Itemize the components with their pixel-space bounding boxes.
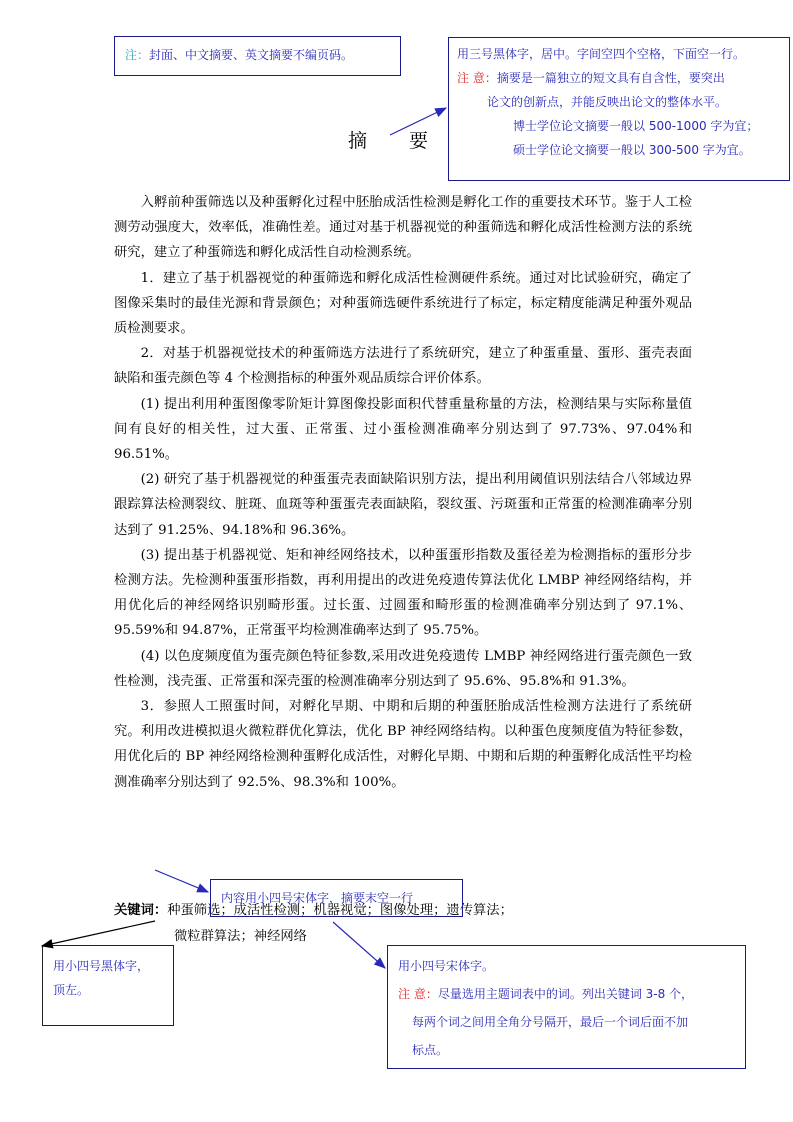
abstract-paragraph: 3．参照人工照蛋时间，对孵化早期、中期和后期的种蛋胚胎成活性检测方法进行了系统研究。利用改进模拟退火微粒群优化算法，优化 BP 神经网络结构。以种蛋色度频度值为特征参数，用优化后的 BP 神经网络检测种蛋孵化成活性，对孵化早期、中期和后期的种蛋孵化成活性平均检测准确率分别达到了 92.5%、98.3%和 100%。 <box>114 699 692 790</box>
note-line: 顶左。 <box>53 983 90 997</box>
arrow-to-note-box <box>390 108 446 135</box>
arrow-to-note-box <box>333 922 385 968</box>
note-line: 用三号黑体字，居中。字间空四个空格，下面空一行。 <box>457 47 746 61</box>
note-line: 每两个词之间用全角分号隔开，最后一个词后面不加 <box>412 1015 689 1029</box>
abstract-paragraph: (2) 研究了基于机器视觉的种蛋蛋壳表面缺陷识别方法，提出利用阈值识别法结合八邻域边界跟踪算法检测裂纹、脏斑、血斑等种蛋蛋壳表面缺陷，裂纹蛋、污斑蛋和正常蛋的检测准确率分别达到了 91.25%、94.18%和 96.36%。 <box>114 472 692 538</box>
warning-label: 注 意： <box>457 71 497 85</box>
warning-label: 注 意： <box>398 987 438 1001</box>
keywords-line: 种蛋筛选；成活性检测；机器视觉；图像处理；遗传算法； <box>167 903 513 918</box>
keywords-line: 微粒群算法；神经网络 <box>174 929 307 944</box>
note-line: 论文的创新点，并能反映出论文的整体水平。 <box>487 95 728 109</box>
abstract-paragraph: 1．建立了基于机器视觉的种蛋筛选和孵化成活性检测硬件系统。通过对比试验研究，确定了图像采集时的最佳光源和背景颜色；对种蛋筛选硬件系统进行了标定，标定精度能满足种蛋外观品质检测要求。 <box>114 270 692 337</box>
arrow-to-note-box <box>42 921 155 946</box>
abstract-paragraph: (4) 以色度频度值为蛋壳颜色特征参数,采用改进免疫遗传 LMBP 神经网络进行蛋壳颜色一致性检测，浅壳蛋、正常蛋和深壳蛋的检测准确率分别达到了 95.6%、95.8%和 91.3%。 <box>114 648 692 689</box>
abstract-paragraph: 入孵前种蛋筛选以及种蛋孵化过程中胚胎成活性检测是孵化工作的重要技术环节。鉴于人工检测劳动强度大，效率低，准确性差。通过对基于机器视觉的种蛋筛选和孵化成活性检测方法的系统研究，建立了种蛋筛选和孵化成活性自动检测系统。 <box>114 195 692 261</box>
title-char: 要 <box>409 130 429 152</box>
arrow-to-note-box <box>155 870 208 892</box>
note-line: 用小四号宋体字。 <box>398 959 495 973</box>
note-line: 博士学位论文摘要一般以 500-1000 字为宜； <box>513 119 759 133</box>
note-line: 尽量选用主题词表中的词。列出关键词 3-8 个， <box>437 987 694 1001</box>
note-prefix: 注： <box>125 48 150 62</box>
title-char: 摘 <box>348 130 368 152</box>
abstract-paragraph: 2．对基于机器视觉技术的种蛋筛选方法进行了系统研究，建立了种蛋重量、蛋形、蛋壳表面缺陷和蛋壳颜色等 4 个检测指标的种蛋外观品质综合评价体系。 <box>114 346 692 387</box>
note-line: 用小四号黑体字， <box>53 959 150 973</box>
abstract-paragraph: (3) 提出基于机器视觉、矩和神经网络技术，以种蛋蛋形指数及蛋径差为检测指标的蛋形分步检测方法。先检测种蛋蛋形指数，再利用提出的改进免疫遗传算法优化 LMBP 神经网络结构，并用优化后的神经网络识别畸形蛋。过长蛋、过圆蛋和畸形蛋的检测准确率分别达到了 97.1%、95.59%和 94.87%，正常蛋平均检测准确率达到了 95.75%。 <box>114 547 692 639</box>
abstract-paragraph: (1) 提出利用种蛋图像零阶矩计算图像投影面积代替重量称量的方法，检测结果与实际称量值间有良好的相关性，过大蛋、正常蛋、过小蛋检测准确率分别达到了 97.73%、97.04%和 96.51%。 <box>114 396 692 463</box>
note-text: 内容用小四号宋体字，摘要末空一行 <box>221 891 414 905</box>
note-line: 硕士学位论文摘要一般以 300-500 字为宜。 <box>513 143 751 157</box>
keywords-label: 关键词： <box>114 903 168 918</box>
note-line: 摘要是一篇独立的短文具有自含性，要突出 <box>496 71 725 85</box>
note-text: 封面、中文摘要、英文摘要不编页码。 <box>149 48 354 62</box>
note-line: 标点。 <box>412 1043 449 1057</box>
